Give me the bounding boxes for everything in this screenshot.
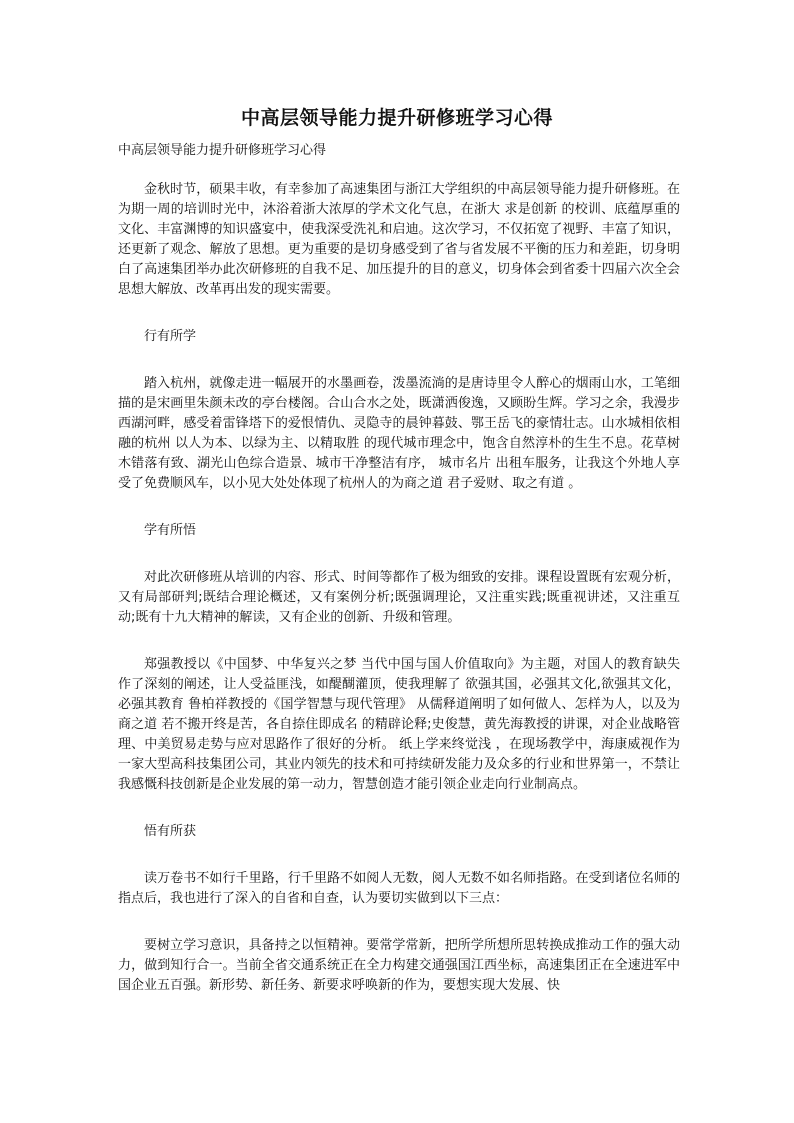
section-heading: 悟有所获 — [144, 824, 197, 839]
body-paragraph: 踏入杭州，就像走进一幅展开的水墨画卷，泼墨流淌的是唐诗里令人醉心的烟雨山水，工笔细描的是宋画里朱颜未改的亭台楼阁。合山合水之处，既潇洒俊逸，又顾盼生辉。学习之余，我漫步西湖河畔，感受着雷锋塔下的爱恨情仇、灵隐寺的晨钟暮鼓、鄂王岳飞的豪情壮志。山水城相依相融的杭州 以人为本、以绿为主、以精取胜 的现代城市理念中，饱含自然淳朴的生生不息。花草树木错落有致、湖光山色综合造景、城市干净整洁有序， 城市名片 出租车服务，让我这个外地人享受了免费顺风车，以小见大处处体现了杭州人的为商之道 君子爱财、取之有道 。 — [118, 376, 680, 491]
body-paragraph: 要树立学习意识，具备持之以恒精神。要常学常新，把所学所想所思转换成推动工作的强大动力，做到知行合一。当前全省交通系统正在全力构建交通强国江西坐标，高速集团正在全速进军中国企业五百强。新形势、新任务、新要求呼唤新的作为，要想实现大发展、快 — [118, 938, 680, 993]
body-paragraph: 对此次研修班从培训的内容、形式、时间等都作了极为细致的安排。课程设置既有宏观分析，又有局部研判;既结合理论概述，又有案例分析;既强调理论，又注重实践;既重视讲述，又注重互动;既有十九大精神的解读，又有企业的创新、升级和管理。 — [118, 570, 680, 625]
document-subtitle: 中高层领导能力提升研修班学习心得 — [118, 143, 327, 158]
document-title: 中高层领导能力提升研修班学习心得 — [240, 107, 553, 129]
section-heading: 行有所学 — [144, 329, 197, 344]
section-heading: 学有所悟 — [144, 523, 197, 538]
body-paragraph: 金秋时节，硕果丰收，有幸参加了高速集团与浙江大学组织的中高层领导能力提升研修班。在为期一周的培训时光中，沐浴着浙大浓厚的学术文化气息，在浙大 求是创新 的校训、底蕴厚重的文化、丰富渊博的知识盛宴中，使我深受洗礼和启迪。这次学习，不仅拓宽了视野、丰富了知识，还更新了观念、解放了思想。更为重要的是切身感受到了省与省发展不平衡的压力和差距，切身明白了高速集团举办此次研修班的自我不足、加压提升的目的意义，切身体会到省委十四届六次全会思想大解放、改革再出发的现实需要。 — [118, 182, 680, 297]
body-paragraph: 读万卷书不如行千里路，行千里路不如阅人无数，阅人无数不如名师指路。在受到诸位名师的指点后，我也进行了深入的自省和自查，认为要切实做到以下三点： — [118, 871, 680, 906]
body-paragraph: 郑强教授以《中国梦、中华复兴之梦 当代中国与国人价值取向》为主题，对国人的教育缺失作了深刻的阐述，让人受益匪浅，如醍醐灌顶，使我理解了 欲强其国，必强其文化,欲强其文化，必强其教育 鲁柏祥教授的《国学智慧与现代管理》 从儒释道阐明了如何做人、怎样为人，以及为商之道 若不搬开终是苦，各自捺住即成名 的精辟论释;史俊慧，黄先海教授的讲课，对企业战略管理、中美贸易走势与应对思路作了很好的分析。 纸上学来终觉浅 ，在现场教学中，海康威视作为一家大型高科技集团公司，其业内领先的技术和可持续研发能力及众多的行业和世界第一，不禁让我感慨科技创新是企业发展的第一动力，智慧创造才能引领企业走向行业制高点。 — [118, 657, 680, 792]
document-body — [118, 180, 680, 1023]
